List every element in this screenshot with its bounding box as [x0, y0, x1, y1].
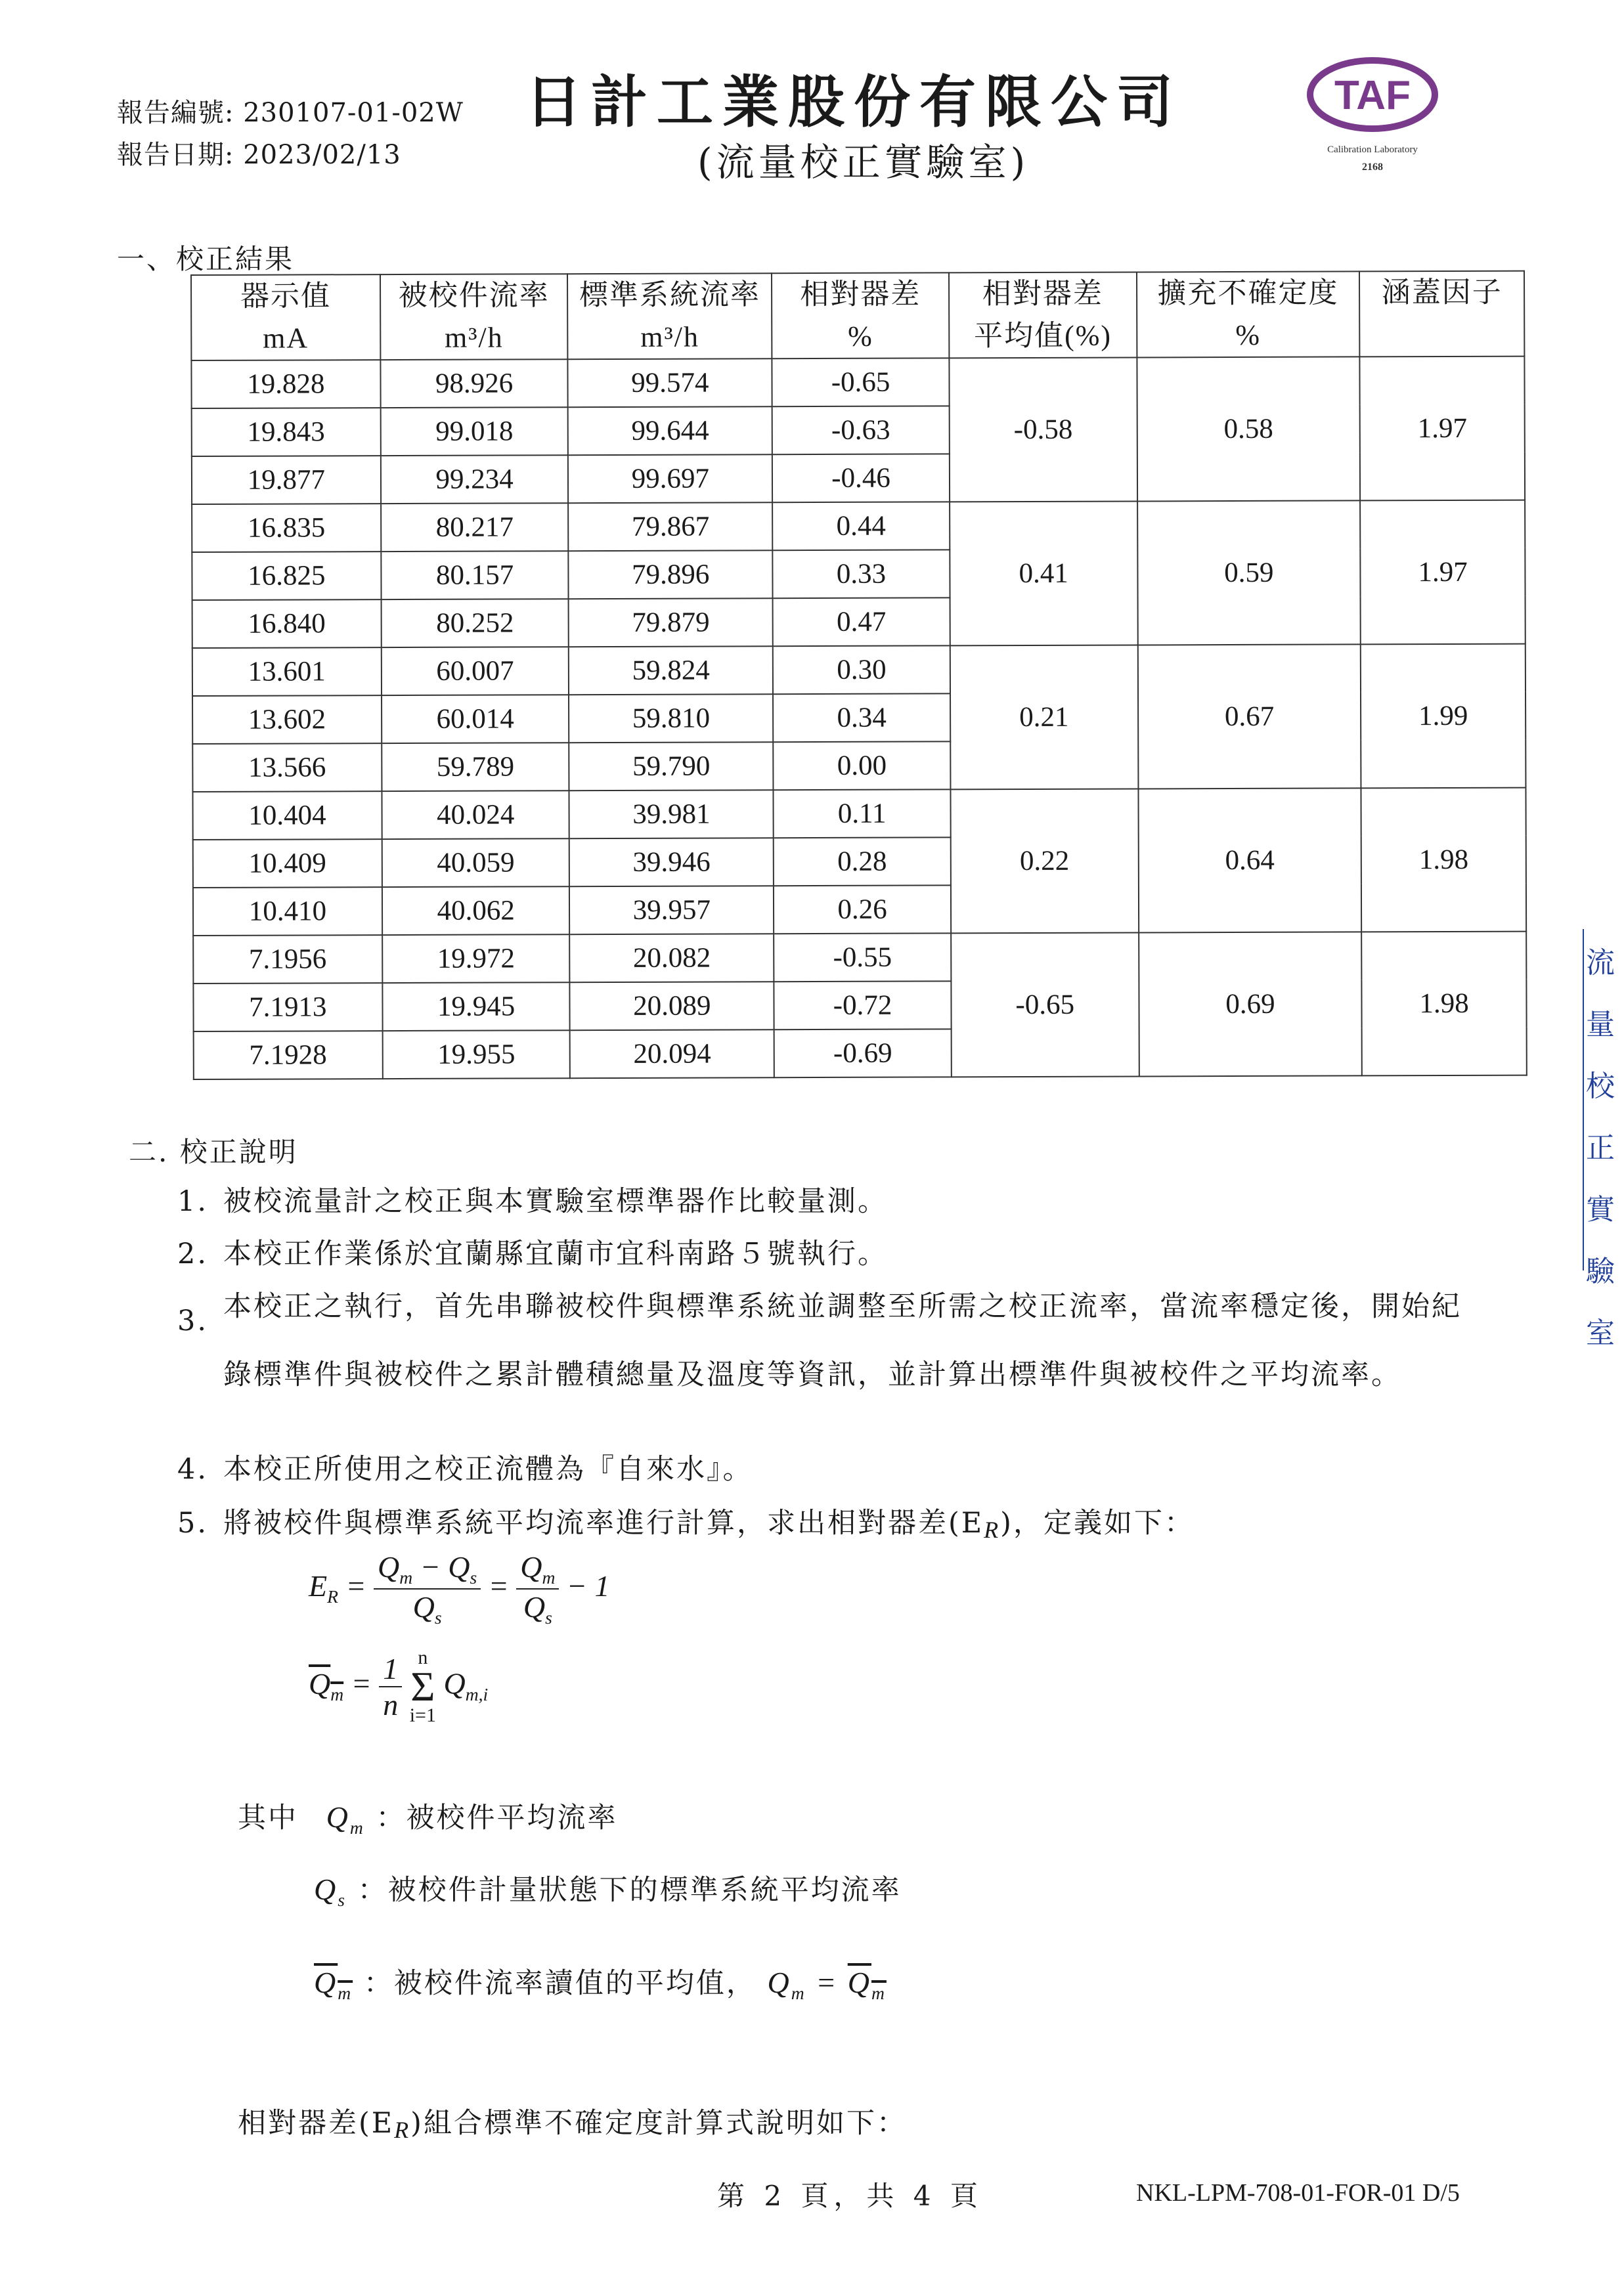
- table-row: 10.409 40.059 39.946 0.28: [193, 836, 1526, 888]
- report-date-label: 報告日期:: [117, 140, 234, 170]
- uncertainty-intro: 相對器差(ER)組合標準不確定度計算式說明如下：: [238, 2107, 907, 2143]
- header-standard-flow: 標準系統流率 m³/h: [567, 273, 772, 359]
- group-avg: -0.58: [949, 357, 1137, 502]
- group-coverage: 1.97: [1360, 500, 1525, 645]
- group-uncertainty: 0.59: [1137, 500, 1361, 645]
- report-date-value: 2023/02/13: [243, 140, 401, 170]
- group-coverage: 1.99: [1361, 644, 1525, 789]
- table-row: 10.404 40.024 39.981 0.11 0.22 0.64 1.98: [192, 788, 1525, 840]
- group-avg: 0.21: [950, 645, 1138, 789]
- group-uncertainty: 0.64: [1138, 788, 1361, 932]
- formula-relative-error: $E_R$ = $\frac{Q_m - Q_s}{Q_s}$ = $\frac{Q_m}{Q_s}$ − 1: [309, 1550, 610, 1628]
- logo-subtitle: Calibration Laboratory: [1327, 144, 1418, 155]
- list-item: 4. 本校正所使用之校正流體為『自來水』。: [177, 1453, 753, 1486]
- header-uut-flow: 被校件流率 m³/h: [380, 274, 568, 360]
- list-item: 2. 本校正作業係於宜蘭縣宜蘭市宜科南路５號執行。: [177, 1238, 888, 1270]
- table-row: 13.601 60.007 59.824 0.30 0.21 0.67 1.99: [192, 644, 1525, 696]
- definition-qm-bar: $Q_m$ ：被校件流率讀值的平均值， $Q_m = Q_m$: [314, 1966, 887, 2004]
- company-name: 日計工業股份有限公司: [525, 69, 1182, 135]
- header-expanded-uncertainty: 擴充不確定度 %: [1137, 271, 1360, 357]
- list-item: 5. 將被校件與標準系統平均流率進行計算，求出相對器差(ER)，定義如下：: [177, 1507, 1195, 1543]
- definition-qm: 其中 $Q_m$ ：被校件平均流率: [238, 1800, 618, 1838]
- page-number: 第 2 頁，共 4 頁: [717, 2180, 983, 2212]
- header-relative-error: 相對器差 %: [772, 272, 949, 358]
- logo-number: 2168: [1362, 162, 1383, 173]
- table-row: 19.843 99.018 99.644 -0.63: [192, 404, 1525, 456]
- header-relative-error-avg: 相對器差 平均值(%): [949, 272, 1137, 358]
- table-row: 7.1956 19.972 20.082 -0.55 -0.65 0.69 1.98: [193, 932, 1526, 984]
- table-row: 16.835 80.217 79.867 0.44 0.41 0.59 1.97: [192, 500, 1525, 552]
- table-row: 16.825 80.157 79.896 0.33: [192, 548, 1525, 600]
- group-avg: -0.65: [951, 932, 1139, 1077]
- calibration-results-table: [190, 271, 1527, 1080]
- lab-name: (流量校正實驗室): [697, 140, 1030, 184]
- logo-text: TAF: [1334, 73, 1411, 118]
- group-coverage: 1.97: [1360, 357, 1525, 501]
- group-coverage: 1.98: [1361, 788, 1526, 932]
- table-row: 13.566 59.789 59.790 0.00: [192, 740, 1525, 792]
- header-indicator-ma: 器示值 mA: [191, 274, 380, 360]
- table-row: 13.602 60.014 59.810 0.34: [192, 692, 1525, 744]
- side-stamp-border: [1583, 929, 1584, 1270]
- group-avg: 0.22: [950, 789, 1138, 933]
- formula-mean-flow: $Q_m$ = $\frac{1}{n}$ n Σ i=1 $Q_{m,i}$: [309, 1647, 489, 1726]
- table-row: 7.1928 19.955 20.094 -0.69: [194, 1028, 1527, 1079]
- list-item: 3. 本校正之執行，首先串聯被校件與標準系統並調整至所需之校正流率，當流率穩定後，開始紀錄標準件與被校件之累計體積總量及溫度等資訊，並計算出標準件與被校件之平均流率。: [177, 1290, 1462, 1391]
- group-avg: 0.41: [950, 501, 1137, 645]
- definition-qs: $Q_s$ ：被校件計量狀態下的標準系統平均流率: [314, 1873, 902, 1911]
- section-1-title: 一、校正結果: [117, 243, 295, 275]
- form-code: NKL-LPM-708-01-FOR-01 D/5: [1136, 2179, 1460, 2207]
- table-row: 19.877 99.234 99.697 -0.46: [192, 452, 1525, 504]
- side-stamp: 流量校正實驗室: [1586, 946, 1615, 1350]
- group-coverage: 1.98: [1361, 932, 1526, 1076]
- list-item: 1. 被校流量計之校正與本實驗室標準器作比較量測。: [177, 1185, 888, 1218]
- report-number-value: 230107-01-02W: [243, 98, 464, 128]
- table-row: 7.1913 19.945 20.089 -0.72: [193, 980, 1526, 1031]
- section-2-title: 二. 校正說明: [129, 1136, 298, 1168]
- group-uncertainty: 0.58: [1137, 357, 1360, 501]
- table-row: 19.828 98.926 99.574 -0.65 -0.58 0.58 1.97: [191, 357, 1524, 408]
- report-number-label: 報告編號:: [117, 98, 234, 128]
- report-date: [117, 134, 401, 171]
- taf-logo: [1292, 54, 1457, 185]
- report-number: [117, 92, 464, 129]
- group-uncertainty: 0.69: [1139, 932, 1362, 1076]
- table-row: 16.840 80.252 79.879 0.47: [192, 596, 1525, 648]
- table-row: 10.410 40.062 39.957 0.26: [193, 884, 1526, 936]
- group-uncertainty: 0.67: [1137, 644, 1361, 789]
- header-coverage-factor: 涵蓋因子: [1359, 271, 1524, 357]
- table-header-row: [191, 271, 1524, 360]
